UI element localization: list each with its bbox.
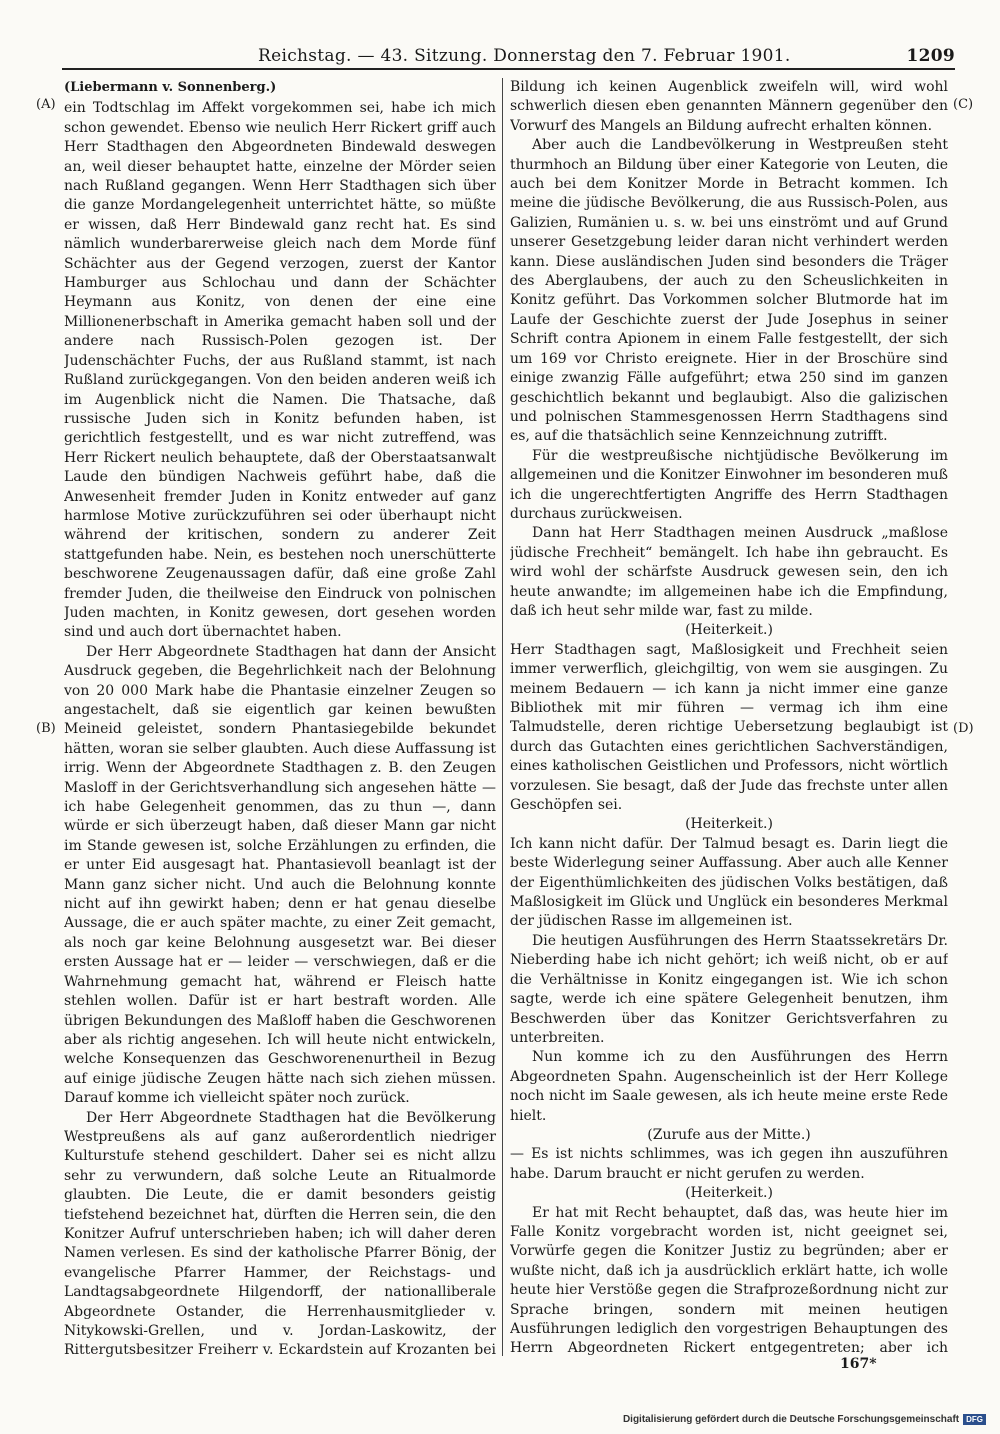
header-rule	[62, 68, 955, 70]
interjection: (Zurufe aus der Mitte.)	[647, 1126, 811, 1143]
left-column	[64, 78, 496, 1360]
dfg-logo-icon: DFG	[963, 1414, 986, 1425]
footer-credit	[623, 1414, 986, 1425]
signature-mark: 167*	[840, 1356, 877, 1372]
paragraph: Die heutigen Ausführungen des Herrn Staatssekretärs Dr. Nieberding habe ich nicht gehört; ich weiß nicht, ob er auf die Verhältnisse in Konitz eingegangen ist. Wie ich schon sagte, werde ich eine spätere Gelegenheit benutzen, ihm Beschwerden über das Konitzer Gerichtsverfahren zu unterbreiten.	[510, 932, 948, 1046]
paragraph: Herr Stadthagen sagt, Maßlosigkeit und Frechheit seien immer verwerflich, gleichgiltig, von wem sie ausgingen. Zu meinem Bedauern — ich kann ja nicht immer eine ganze Bibliothek mit mir führen — vermag ich ihm eine Talmudstelle, deren richtige Uebersetzung beglaubigt ist durch das Gutachten eines gerichtlichen Sachverständigen, eines katholischen Geistlichen und Professors, nicht wörtlich vorzulesen. Sie besagt, daß der Jude das frechste unter allen Geschöpfen sei.	[510, 641, 948, 814]
header-title: Reichstag. — 43. Sitzung. Donnerstag den 7. Februar 1901.	[258, 46, 791, 66]
right-column	[510, 78, 948, 1360]
paragraph: Bildung ich keinen Augenblick zweifeln will, wird wohl schwerlich diesen eben genannten Männern gegenüber den Vorwurf des Mangels an Bildung aufrecht erhalten können.	[510, 79, 948, 134]
margin-letter-a: (A)	[36, 97, 56, 112]
paragraph: ein Todtschlag im Affekt vorgekommen sei, habe ich mich schon gewendet. Ebenso wie neulich Herr Rickert griff auch Herr Stadthagen den Abgeordneten Bindewald deswegen an, weil dieser behauptet hatte, einzelne der Mörder seien nach Rußland gegangen. Wenn Herr Stadthagen sich über die ganze Mordangelegenheit unterrichtet hätte, so müßte er wissen, daß Herr Bindewald ganz recht hat. Es sind nämlich wunderbarerweise gleich nach dem Morde fünf Schächter aus der Gegend verzogen, zuerst der Kantor Hamburger aus Schlochau und dann der Schächter Heymann aus Konitz, von denen der eine eine Millionenerbschaft in Amerika gemacht haben soll und der andere nach Russisch-Polen gezogen ist. Der Judenschächter Fuchs, der aus Rußland stammt, ist nach Rußland zurückgegangen. Von den beiden anderen weiß ich im Augenblick nicht die Namen. Die Thatsache, daß russische Juden sich in Konitz befunden haben, ist gerichtlich festgestellt, und es war nicht zutreffend, was Herr Rickert neulich behauptete, daß der Oberstaatsanwalt Laude den bündigen Nachweis geführt habe, daß die Anwesenheit fremder Juden in Konitz entweder auf ganz harmlose Motive zurückzuführen sei oder überhaupt nicht während der kritischen, sondern zu anderer Zeit stattgefunden habe. Nein, es bestehen noch unerschütterte beschworene Zeugenaussagen dafür, daß eine große Zahl fremder Juden, die theilweise den Eindruck von polnischen Juden machten, in Konitz gewesen, dort gesehen worden sind und auch dort übernachtet haben.	[64, 100, 496, 641]
interjection: (Heiterkeit.)	[685, 622, 773, 639]
interjection: (Heiterkeit.)	[685, 1185, 773, 1202]
margin-letter-c: (C)	[953, 97, 974, 112]
paragraph: Er hat mit Recht behauptet, daß das, was heute hier im Falle Konitz vorgebracht worden ist, nicht geeignet sei, Vorwürfe gegen die Konitzer Justiz zu begründen; aber er wußte nicht, daß ich ja ausdrücklich erklärt hatte, ich wolle heute hier Verstöße gegen die Strafprozeßordnung nicht zur Sprache bringen, sondern mit meinen heutigen Ausführungen lediglich den vorgestrigen Behauptungen des Herrn Abgeordneten Rickert entgegentreten; aber ich	[510, 1204, 948, 1357]
margin-letter-d: (D)	[953, 721, 974, 736]
footer-credit-text: Digitalisierung gefördert durch die Deutsche Forschungsgemeinschaft	[622, 1414, 960, 1425]
column-divider	[502, 78, 503, 1356]
paragraph: Nun komme ich zu den Ausführungen des Herrn Abgeordneten Spahn. Augenscheinlich ist der Herr Kollege noch nicht im Saale gewesen, als ich heute meine erste Rede hielt.	[510, 1049, 948, 1124]
page-number: 1209	[906, 46, 955, 66]
paragraph: Aber auch die Landbevölkerung in Westpreußen steht thurmhoch an Bildung über einer Kategorie von Leuten, die auch bei dem Konitzer Morde in Betracht kommen. Ich meine die jüdische Bevölkerung, die aus Russisch-Polen, aus Galizien, Rumänien u. s. w. bei uns einströmt und auf Grund unserer Gesetzgebung leider daran nicht verhindert werden kann. Diese ausländischen Juden sind besonders die Träger des Aberglaubens, der auch zu den Scheuslichkeiten in Konitz geführt. Das Vorkommen solcher Blutmorde hat im Laufe der Geschichte zuerst der Jude Josephus in seiner Schrift contra Apionem in einem Falle festgestellt, der sich um 169 vor Christo ereignete. Hier in der Broschüre sind einige zwanzig Fälle aufgeführt; etwa 250 sind im ganzen geschichtlich bekannt und beglaubigt. Also die galizischen und polnischen Stammesgenossen Herrn Stadthagens sind es, auf die thatsächlich seine Kennzeichnung zutrifft.	[510, 137, 948, 445]
paragraph: — Es ist nichts schlimmes, was ich gegen ihn auszuführen habe. Darum braucht er nicht gerufen zu werden.	[510, 1146, 948, 1182]
speaker-label: (Liebermann v. Sonnenberg.)	[64, 80, 277, 95]
page-header	[60, 44, 955, 70]
paragraph: Der Herr Abgeordnete Stadthagen hat dann der Ansicht Ausdruck gegeben, die Begehrlichkeit nach der Belohnung von 20 000 Mark habe die Phantasie einzelner Zeugen so angestachelt, daß sie eigentlich gar keinen bewußten Meineid geleistet, sondern Phantasiegebilde bekundet hätten, woran sie selber glaubten. Auch diese Auffassung ist irrig. Wenn der Abgeordnete Stadthagen z. B. den Zeugen Masloff in der Gerichtsverhandlung sich angesehen hätte — ich habe Gelegenheit genommen, das zu thun —, dann würde er sich überzeugt haben, daß dieser Mann gar nicht im Stande gewesen ist, solche Erzählungen zu erfinden, die er unter Eid ausgesagt hat. Phantasievoll beanlagt ist der Mann ganz sicher nicht. Und auch die Belohnung konnte nicht auf ihn gewirkt haben; denn er hat genau dieselbe Aussage, die er auch später machte, zu einer Zeit gemacht, als noch gar keine Belohnung ausgesetzt war. Bei dieser ersten Aussage hat er — leider — verschwiegen, daß er die Wahrnehmung gemacht hat, während er Fleisch hatte stehlen wollen. Dafür ist er hart bestraft worden. Alle übrigen Bekundungen des Maßloff haben die Geschworenen aber als richtig angesehen. Ich will heute nicht entwickeln, welche Konsequenzen das Geschworenenurtheil in Bezug auf einige jüdische Zeugen hätte nach sich ziehen müssen. Darauf komme ich vielleicht später noch zurück.	[64, 643, 496, 1107]
paragraph: Der Herr Abgeordnete Stadthagen hat die Bevölkerung Westpreußens als auf ganz außerordentlich niedriger Kulturstufe stehend geschildert. Daher sei es nicht allzu sehr zu verwundern, daß solche Leute an Ritualmorde glaubten. Die Leute, die er damit besonders geistig tiefstehend bezeichnet hat, dürften die Herren sein, die den Konitzer Aufruf unterschrieben haben; ich will daher deren Namen verlesen. Es sind der katholische Pfarrer Bönig, der evangelische Pfarrer Hammer, der Reichstags- und Landtagsabgeordnete Hilgendorff, der nationalliberale Abgeordnete Ostander, die Herrenhausmitglieder v. Nitykowski-Grellen, und v. Jordan-Laskowitz, der Rittergutsbesitzer Freiherr v. Eckardstein auf Krozanten bei	[64, 1109, 496, 1359]
paragraph: Dann hat Herr Stadthagen meinen Ausdruck „maßlose jüdische Frechheit“ bemängelt. Ich habe ihn gebraucht. Es wird wohl der schärfste Ausdruck gewesen sein, den ich heute anwandte; im allgemeinen habe ich die Empfindung, daß ich heut sehr milde war, fast zu milde.	[510, 525, 948, 619]
interjection: (Heiterkeit.)	[685, 816, 773, 833]
paragraph: Ich kann nicht dafür. Der Talmud besagt es. Darin liegt die beste Widerlegung seiner Auffassung. Aber auch alle Kenner der Eigenthümlichkeiten des jüdischen Volks bestätigen, daß Maßlosigkeit im Glück und Unglück ein besonderes Merkmal der jüdischen Rasse im allgemeinen ist.	[510, 835, 948, 930]
margin-letter-b: (B)	[36, 721, 56, 736]
paragraph: Für die westpreußische nichtjüdische Bevölkerung im allgemeinen und die Konitzer Einwohner im besonderen muß ich die ungerechtfertigten Angriffe des Herrn Stadthagen durchaus zurückweisen.	[510, 447, 948, 522]
